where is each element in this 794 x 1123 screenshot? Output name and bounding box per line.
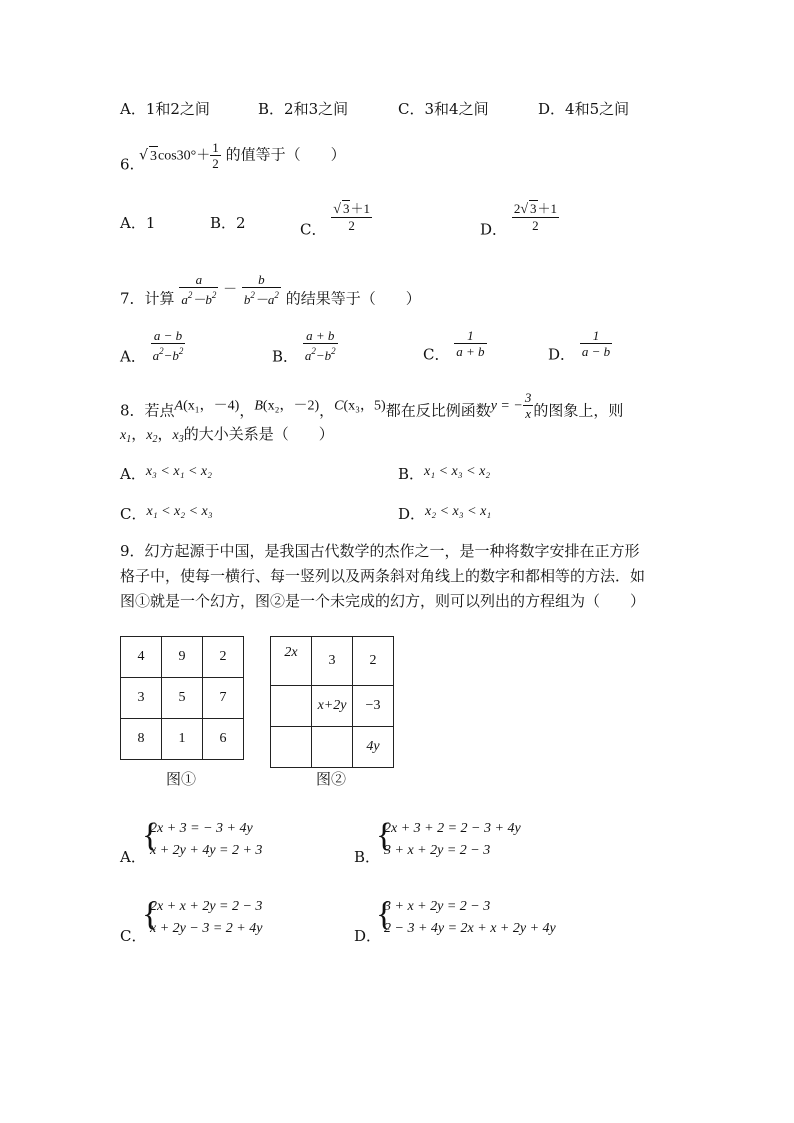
q9-option-a-brace: { xyxy=(142,817,159,854)
q9-option-d-eq2: 2 − 3 + 4y = 2x + x + 2y + 4y xyxy=(384,921,556,936)
q7-option-a: A． $\frac{a - b}{a^2-b^2}$ xyxy=(120,328,184,366)
q9-line3: 图①就是一个幻方，图②是一个未完成的幻方，则可以列出的方程组为（ ） xyxy=(120,592,646,610)
q7-option-d: D． $\frac{1}{a - b}$ xyxy=(548,328,611,364)
q5-option-b: B．2和3之间 xyxy=(258,100,349,118)
q9-option-b-eq1: 2x + 3 + 2 = 2 − 3 + 4y xyxy=(384,821,521,836)
q5-option-c: C．3和4之间 xyxy=(398,100,489,118)
magic-square-1: 4 9 2 3 5 7 8 1 6 xyxy=(120,636,244,760)
q5-option-d: D．4和5之间 xyxy=(538,100,630,118)
q5-option-a: A．1和2之间 xyxy=(120,100,210,118)
q8-option-b: B．x₁ < x₃ < x₂ xyxy=(398,464,491,483)
q9-option-b-brace: { xyxy=(376,817,393,854)
q9-option-d-brace: { xyxy=(376,896,393,933)
q9-option-b-label: B． xyxy=(354,848,381,866)
question-8: 8．若点A(x₁，－4)，B(x₂，－2)，C(x₃，5)都在反比例函数y = − $\frac{3}{x}$ 的图象上，则 xyxy=(120,390,624,421)
q8-option-a: A．x₃ < x₁ < x₂ xyxy=(120,464,212,483)
q9-option-a-eq1: 2x + 3 = − 3 + 4y xyxy=(150,821,253,836)
q7-option-c: C． $\frac{1}{a + b}$ xyxy=(423,328,485,364)
question-7: 7．计算 $\frac{a}{a^2-b^2}$ － $\frac{b}{b^2-a^2}$ 的结果等于（ ） xyxy=(120,272,421,308)
q6-option-b: B．2 xyxy=(210,214,246,232)
q9-line1: 9．幻方起源于中国，是我国古代数学的杰作之一，是一种将数字安排在正方形 xyxy=(120,542,640,560)
q9-option-a-eq2: x + 2y + 4y = 2 + 3 xyxy=(150,843,263,858)
q9-option-d-eq1: 3 + x + 2y = 2 − 3 xyxy=(384,899,491,914)
figure-caption-1: 图① xyxy=(166,770,197,788)
q6-expression: √ 3cos30°＋ $\frac{1}{2}$ xyxy=(139,140,219,171)
q8-option-d: D．x₂ < x₃ < x₁ xyxy=(398,504,492,523)
figure-caption-2: 图② xyxy=(316,770,347,788)
magic-square-2: 2x 3 2 x+2y −3 4y xyxy=(270,636,394,768)
q6-option-a: A．1 xyxy=(120,214,156,232)
q9-option-c-eq2: x + 2y − 3 = 2 + 4y xyxy=(150,921,263,936)
q9-option-c-eq1: 2x + x + 2y = 2 − 3 xyxy=(150,899,263,914)
q9-option-c-brace: { xyxy=(142,896,159,933)
q9-option-b-eq2: 3 + x + 2y = 2 − 3 xyxy=(384,843,491,858)
q7-option-b: B． $\frac{a + b}{a^2-b^2}$ xyxy=(272,328,336,366)
q9-option-d-label: D． xyxy=(354,927,382,945)
q6-option-d: D． $\frac{2√ 3+1}{2}$ xyxy=(480,201,558,239)
q8-line2: $x_1$，$x_2$，$x_3$的大小关系是（ ） xyxy=(120,425,334,445)
question-6: 6. √ 3cos30°＋ $\frac{1}{2}$ 的值等于（ ） xyxy=(120,140,346,174)
q9-option-c-label: C． xyxy=(120,927,147,945)
q6-option-c: C． $\frac{√ 3+1}{2}$ xyxy=(300,201,370,239)
q9-option-a-label: A． xyxy=(120,848,146,866)
q8-option-c: C．x₁ < x₂ < x₃ xyxy=(120,504,213,523)
q9-line2: 格子中，使每一横行、每一竖列以及两条斜对角线上的数字和都相等的方法．如 xyxy=(120,567,646,585)
